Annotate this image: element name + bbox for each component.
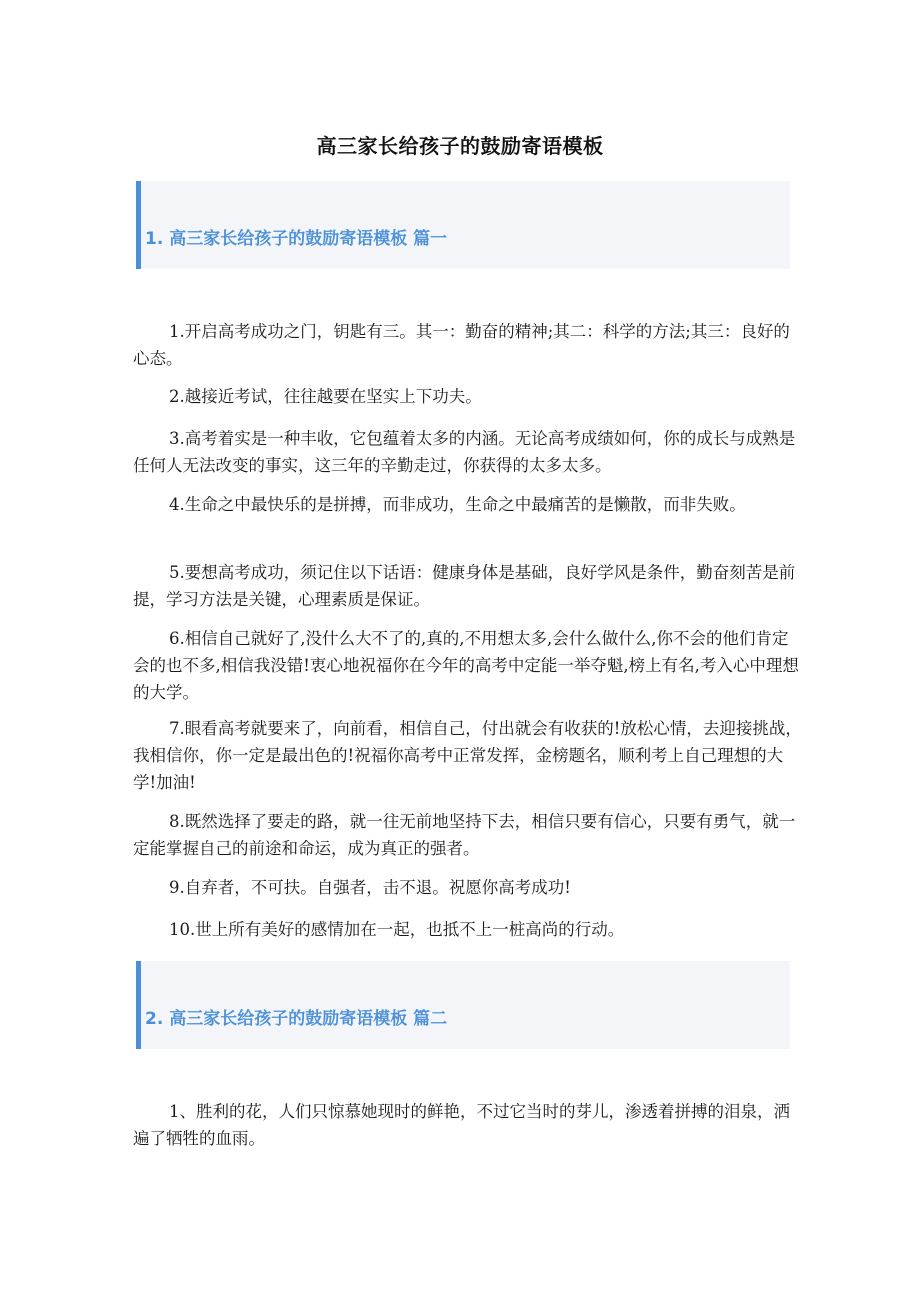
document-title: 高三家长给孩子的鼓励寄语模板 xyxy=(316,134,604,158)
list-item: 4.生命之中最快乐的是拼搏，而非成功，生命之中最痛苦的是懒散，而非失败。 xyxy=(169,495,746,514)
section-heading: 1. 高三家长给孩子的鼓励寄语模板 篇一 xyxy=(145,229,448,249)
list-item: 3.高考着实是一种丰收，它包蕴着太多的内涵。无论高考成绩如何，你的成长与成熟是任何人无法改变的事实，这三年的辛勤走过，你获得的太多太多。 xyxy=(133,429,796,475)
section-header-1 xyxy=(136,181,790,269)
list-item: 1、胜利的花，人们只惊慕她现时的鲜艳，不过它当时的芽儿，渗透着拼搏的泪泉，洒遍了牺牲的血雨。 xyxy=(133,1102,790,1148)
list-item: 1.开启高考成功之门，钥匙有三。其一：勤奋的精神;其二：科学的方法;其三：良好的心态。 xyxy=(133,322,790,368)
list-item: 10.世上所有美好的感情加在一起，也抵不上一桩高尚的行动。 xyxy=(169,920,625,939)
list-item: 5.要想高考成功，须记住以下话语：健康身体是基础，良好学风是条件，勤奋刻苦是前提，学习方法是关键，心理素质是保证。 xyxy=(133,563,796,609)
section-header-2 xyxy=(136,961,790,1049)
section-heading: 2. 高三家长给孩子的鼓励寄语模板 篇二 xyxy=(145,1009,448,1029)
list-item: 2.越接近考试，往往越要在坚实上下功夫。 xyxy=(169,387,482,406)
list-item: 6.相信自己就好了,没什么大不了的,真的,不用想太多,会什么做什么,你不会的他们肯定会的也不多,相信我没错!衷心地祝福你在今年的高考中定能一举夺魁,榜上有名,考入心中理想的大学。 xyxy=(133,629,799,702)
list-item: 7.眼看高考就要来了，向前看，相信自己，付出就会有收获的!放松心情，去迎接挑战，我相信你，你一定是最出色的!祝福你高考中正常发挥，金榜题名，顺利考上自己理想的大学!加油! xyxy=(133,719,802,792)
list-item: 9.自弃者，不可扶。自强者，击不退。祝愿你高考成功! xyxy=(169,878,571,897)
list-item: 8.既然选择了要走的路，就一往无前地坚持下去，相信只要有信心，只要有勇气，就一定能掌握自己的前途和命运，成为真正的强者。 xyxy=(133,812,796,858)
